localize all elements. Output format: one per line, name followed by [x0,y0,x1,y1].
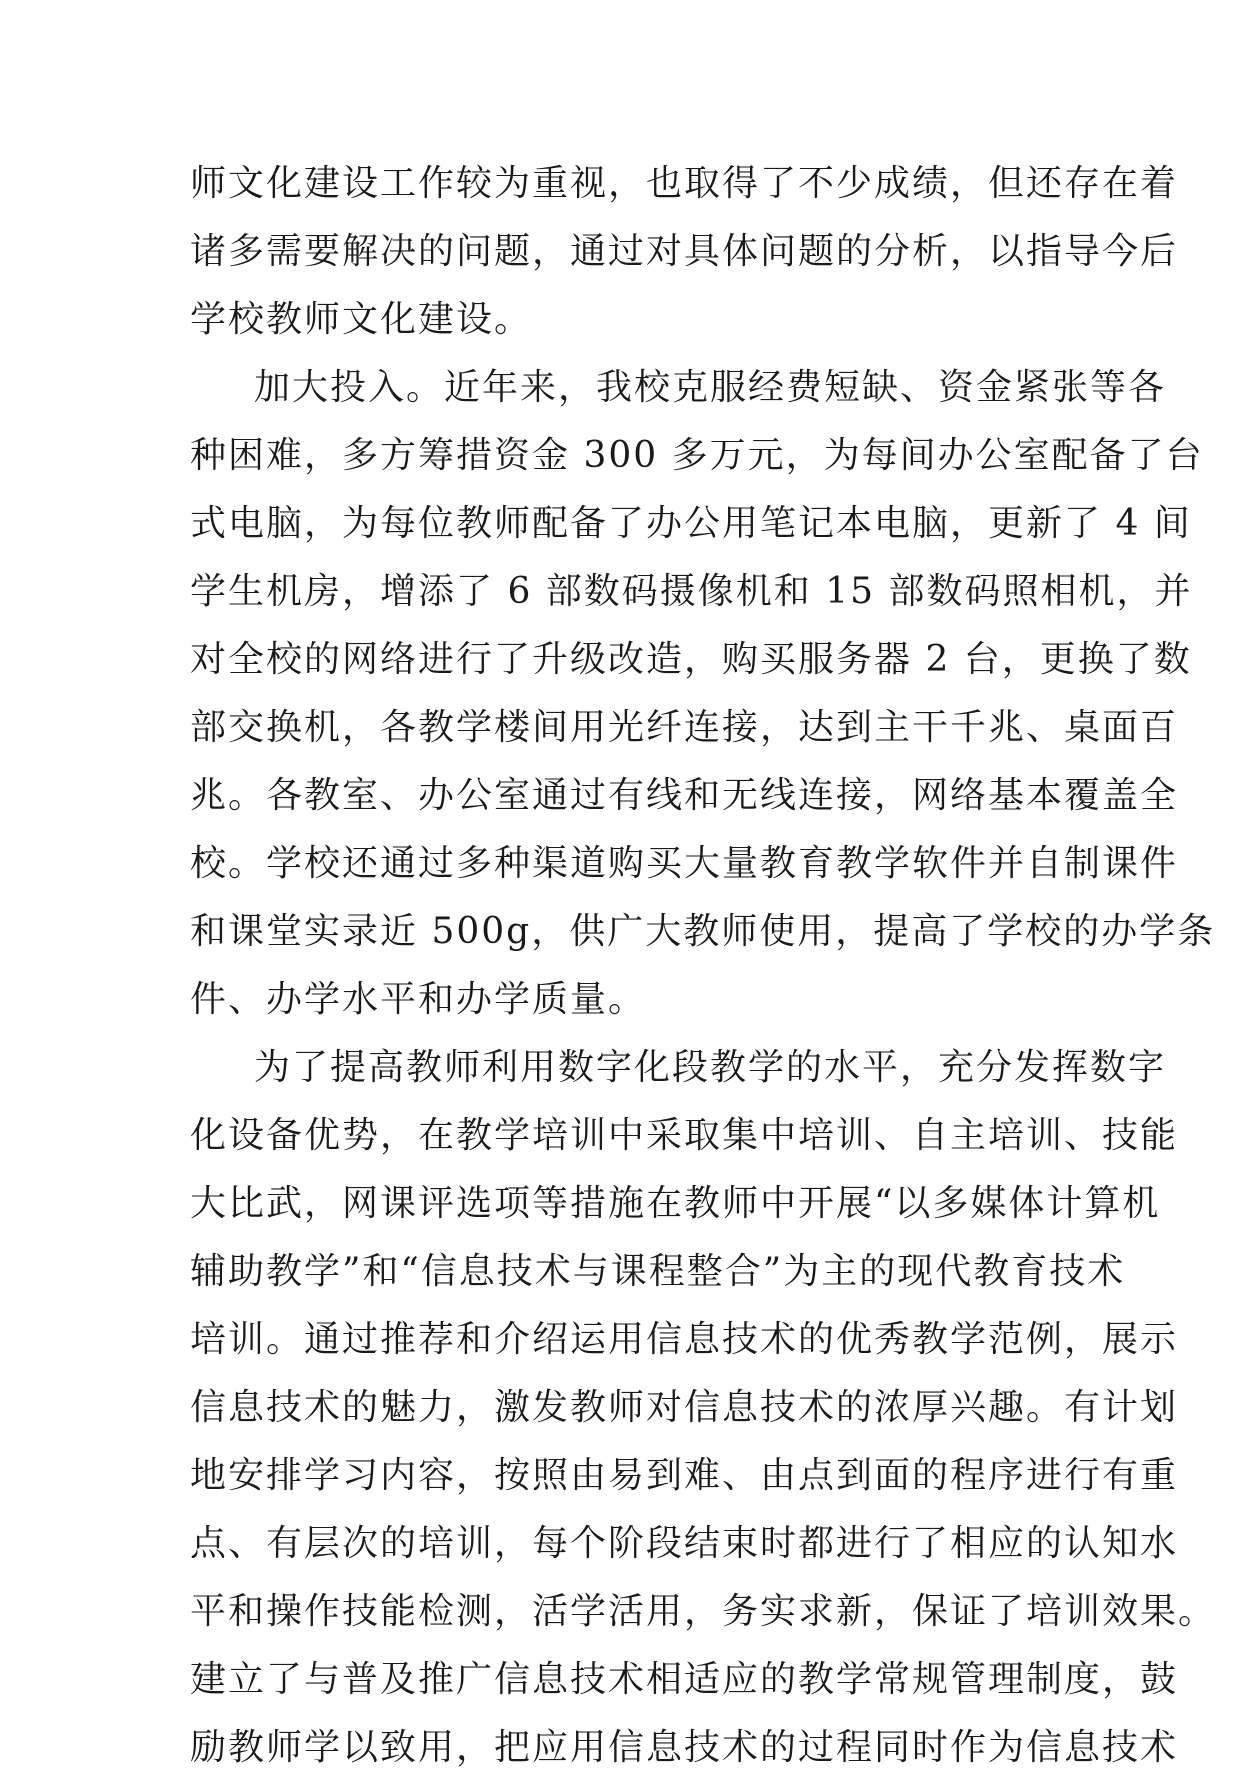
paragraph-1 [190,150,1179,354]
text-line: 学校教师文化建设。 [190,299,533,340]
text-line: 大比武，网课评选项等措施在教师中开展“以多媒体计算机 [190,1183,1161,1224]
text-line: 件、办学水平和办学质量。 [190,979,647,1020]
text-line: 信息技术的魅力，激发教师对信息技术的浓厚兴趣。有计划 [190,1387,1179,1428]
paragraph-2 [190,354,1216,1034]
text-line: 加大投入。近年来，我校克服经费短缺、资金紧张等各 [254,367,1167,408]
text-line: 地安排学习内容，按照由易到难、由点到面的程序进行有重 [190,1455,1179,1496]
text-line: 式电脑，为每位教师配备了办公用笔记本电脑，更新了 4 间 [190,503,1192,544]
text-line: 对全校的网络进行了升级改造，购买服务器 2 台，更换了数 [190,639,1192,680]
text-line: 辅助教学”和“信息技术与课程整合”为主的现代教育技术 [190,1251,1126,1292]
text-line: 为了提高教师利用数字化段教学的水平，充分发挥数字 [254,1047,1167,1088]
paragraph-3 [190,1034,1217,1782]
text-line: 建立了与普及推广信息技术相适应的教学常规管理制度，鼓 [190,1659,1179,1700]
text-line: 点、有层次的培训，每个阶段结束时都进行了相应的认知水 [190,1523,1179,1564]
text-line: 校。学校还通过多种渠道购买大量教育教学软件并自制课件 [190,843,1179,884]
text-line: 和课堂实录近 500g，供广大教师使用，提高了学校的办学条 [190,911,1216,952]
text-line: 部交换机，各教学楼间用光纤连接，达到主干千兆、桌面百 [190,707,1179,748]
text-line: 化设备优势，在教学培训中采取集中培训、自主培训、技能 [190,1115,1179,1156]
text-line: 平和操作技能检测，活学活用，务实求新，保证了培训效果。 [190,1591,1217,1632]
body-text [190,150,1217,1782]
text-line: 诸多需要解决的问题，通过对具体问题的分析，以指导今后 [190,231,1179,272]
text-line: 兆。各教室、办公室通过有线和无线连接，网络基本覆盖全 [190,775,1179,816]
text-line: 种困难，多方筹措资金 300 多万元，为每间办公室配备了台 [190,435,1204,476]
text-line: 学生机房，增添了 6 部数码摄像机和 15 部数码照相机，并 [190,571,1193,612]
text-line: 培训。通过推荐和介绍运用信息技术的优秀教学范例，展示 [190,1319,1179,1360]
text-line: 师文化建设工作较为重视，也取得了不少成绩，但还存在着 [190,163,1179,204]
text-line: 励教师学以致用，把应用信息技术的过程同时作为信息技术 [190,1727,1179,1768]
